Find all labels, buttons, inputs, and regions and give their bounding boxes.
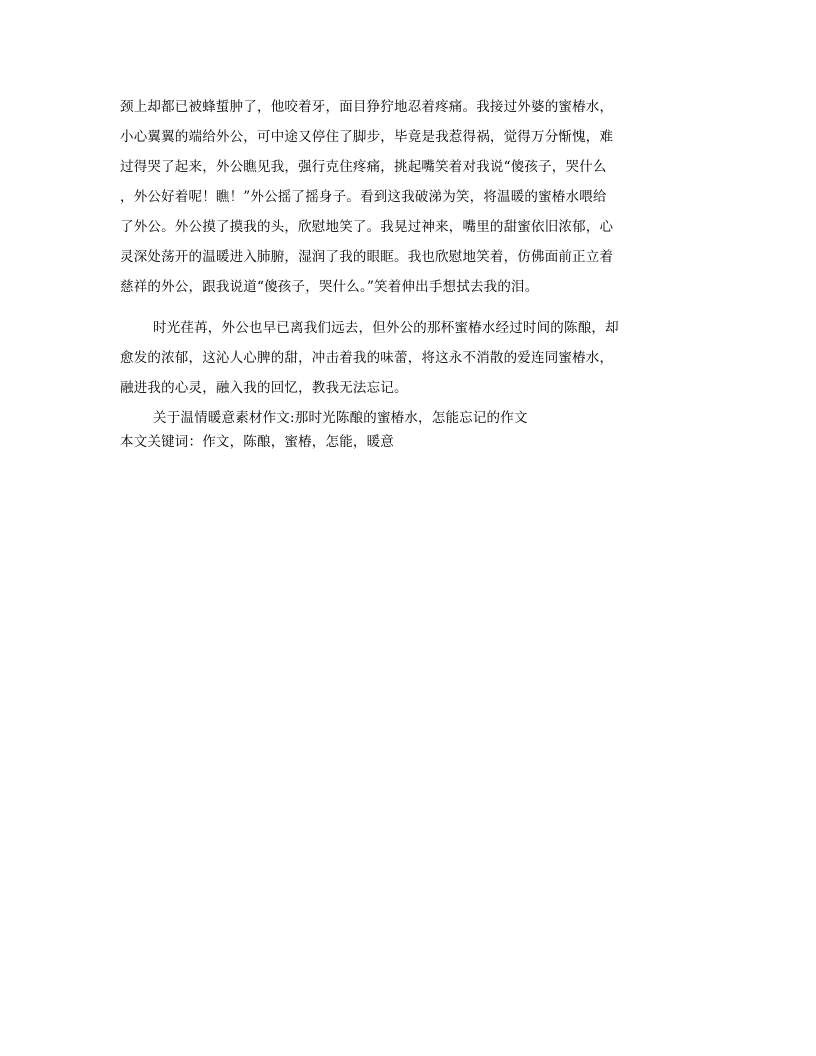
paragraph-1-line-4: ，外公好着呢！瞧！”外公摇了摇身子。看到这我破涕为笑，将温暖的蜜椿水喂给 <box>120 189 607 205</box>
paragraph-1-line-2: 小心翼翼的端给外公，可中途又停住了脚步，毕竟是我惹得祸，觉得万分惭愧，难 <box>120 129 614 145</box>
keywords-line: 本文关键词：作文，陈酿，蜜椿，怎能，暖意 <box>120 434 394 450</box>
paragraph-1-line-5: 了外公。外公摸了摸我的头，欣慰地笑了。我晃过神来，嘴里的甜蜜依旧浓郁，心 <box>120 219 614 235</box>
paragraph-1-line-6: 灵深处荡开的温暖进入肺腑，湿润了我的眼眶。我也欣慰地笑着，仿佛面前正立着 <box>120 249 614 265</box>
paragraph-1-line-1: 颈上却都已被蜂蜇肿了，他咬着牙，面目狰狞地忍着疼痛。我接过外婆的蜜椿水， <box>120 99 614 115</box>
paragraph-1-line-7: 慈祥的外公，跟我说道“傻孩子，哭什么。”笑着伸出手想拭去我的泪。 <box>120 279 539 295</box>
paragraph-2-line-2: 愈发的浓郁，这沁人心脾的甜，冲击着我的味蕾，将这永不消散的爱连同蜜椿水， <box>120 350 614 366</box>
paragraph-2-line-3: 融进我的心灵，融入我的回忆，教我无法忘记。 <box>120 380 408 396</box>
paragraph-1-line-3: 过得哭了起来，外公瞧见我，强行克住疼痛，挑起嘴笑着对我说“傻孩子，哭什么 <box>120 159 607 175</box>
about-line: 关于温情暖意素材作文:那时光陈酿的蜜椿水，怎能忘记的作文 <box>153 410 528 426</box>
paragraph-2-line-1: 时光荏苒，外公也早已离我们远去，但外公的那杯蜜椿水经过时间的陈酿，却 <box>153 320 619 336</box>
